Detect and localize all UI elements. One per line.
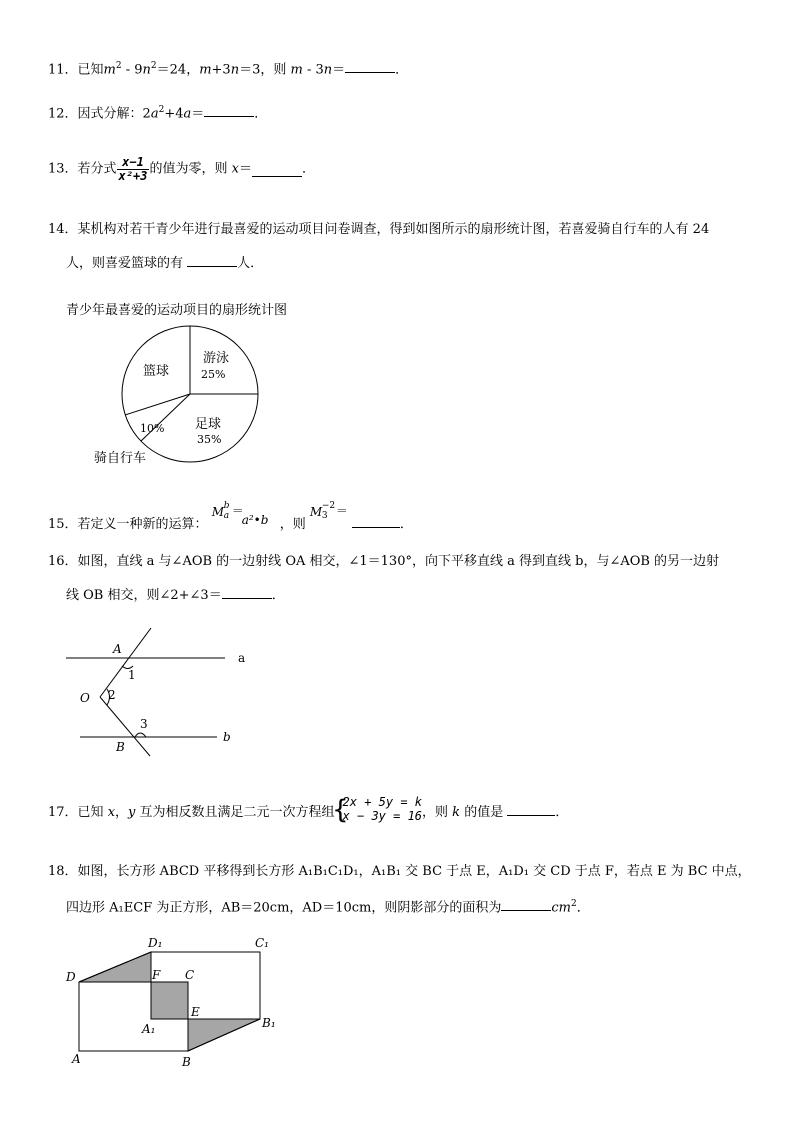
question-16-line2: 线 OB 相交，则∠2+∠3＝ ． bbox=[66, 584, 285, 606]
figure-parallel-lines bbox=[60, 625, 260, 760]
label-3: 3 bbox=[140, 717, 148, 731]
pie-pct-swimming: 25% bbox=[201, 368, 226, 381]
answer-blank bbox=[222, 584, 272, 599]
label-A: A bbox=[72, 1052, 81, 1066]
answer-blank bbox=[352, 513, 400, 528]
answer-blank bbox=[507, 801, 555, 816]
label-b: b bbox=[223, 730, 231, 744]
label-B: B bbox=[182, 1055, 191, 1069]
answer-blank bbox=[345, 58, 395, 73]
label-a: a bbox=[238, 651, 246, 665]
figure-rectangles bbox=[60, 930, 290, 1070]
pie-label-bike: 骑自行车 bbox=[94, 451, 147, 466]
pie-label-swimming: 游泳 bbox=[203, 351, 230, 366]
pie-pct-bike: 10% bbox=[140, 422, 165, 435]
answer-blank bbox=[501, 896, 551, 911]
pie-pct-football: 35% bbox=[197, 433, 222, 446]
answer-blank bbox=[204, 102, 254, 117]
pie-label-football: 足球 bbox=[195, 417, 222, 432]
fraction: $\frac{x-1}{\text{x²+3}}$ bbox=[118, 155, 148, 183]
label-2: 2 bbox=[108, 688, 116, 702]
operation-query: M −2 3 ＝ bbox=[309, 501, 348, 521]
ray-OA bbox=[100, 628, 151, 697]
question-16-line1: 16．如图，直线 a 与∠AOB 的一边射线 OA 相交，∠1＝130°，向下平移直线 a 得到直线 b，与∠AOB 的另一边射 bbox=[48, 554, 720, 569]
question-12: 12．因式分解：$2a^2+4a=$ ． bbox=[48, 100, 267, 124]
question-14-line1: 14．某机构对若干青少年进行最喜爱的运动项目问卷调查，得到如图所示的扇形统计图，若喜爱骑自行车的人有 24 bbox=[48, 222, 710, 237]
label-B1: B₁ bbox=[262, 1016, 276, 1030]
question-17: 17．已知 x，y 互为相反数且满足二元一次方程组 { 2x + 5y = k x − 3y = 16 ，则 k 的值是 ． bbox=[48, 795, 568, 823]
angle-3-arc bbox=[135, 733, 146, 737]
question-14-line2: 人，则喜爱篮球的有 人． bbox=[66, 252, 263, 274]
label-F: F bbox=[152, 968, 161, 982]
pie-chart-title: 青少年最喜爱的运动项目的扇形统计图 bbox=[66, 303, 288, 318]
question-18-line2: 四边形 A₁ECF 为正方形，AB＝20cm，AD＝10cm，则阴影部分的面积为 $cm^2$． bbox=[66, 894, 590, 918]
label-C: C bbox=[185, 968, 195, 982]
label-B: B bbox=[116, 740, 125, 754]
answer-blank bbox=[187, 252, 237, 267]
question-18-line1: 18．如图，长方形 ABCD 平移得到长方形 A₁B₁C₁D₁，A₁B₁ 交 BC 于点 E，A₁D₁ 交 CD 于点 F，若点 E 为 BC 中点， bbox=[48, 864, 751, 879]
label-1: 1 bbox=[128, 668, 136, 682]
answer-blank bbox=[252, 162, 302, 177]
operation-definition: M b a ＝ a²•b bbox=[211, 501, 269, 527]
pie-label-basketball: 篮球 bbox=[143, 364, 170, 379]
label-A1: A₁ bbox=[142, 1022, 156, 1036]
question-13: 13．若分式 $\frac{x-1}{\text{x²+3}}$ 的值为零，则 x＝ ． bbox=[48, 155, 315, 183]
label-D1: D₁ bbox=[148, 936, 163, 950]
question-15: 15．若定义一种新的运算： M b a ＝ a²•b ，则 M −2 3 ＝ ． bbox=[48, 501, 413, 532]
label-D: D bbox=[66, 970, 76, 984]
label-A: A bbox=[113, 642, 122, 656]
equation-system: { 2x + 5y = k x − 3y = 16 bbox=[335, 795, 422, 823]
label-C1: C₁ bbox=[255, 936, 269, 950]
shaded-square bbox=[151, 982, 188, 1019]
label-O: O bbox=[80, 691, 90, 705]
question-11: 11．已知$m^2 - 9n^2=24$，m+3n＝3，则 m - 3n＝ ． bbox=[48, 56, 408, 80]
label-E: E bbox=[191, 1005, 200, 1019]
pie-divider-bike-basket bbox=[125, 394, 190, 415]
